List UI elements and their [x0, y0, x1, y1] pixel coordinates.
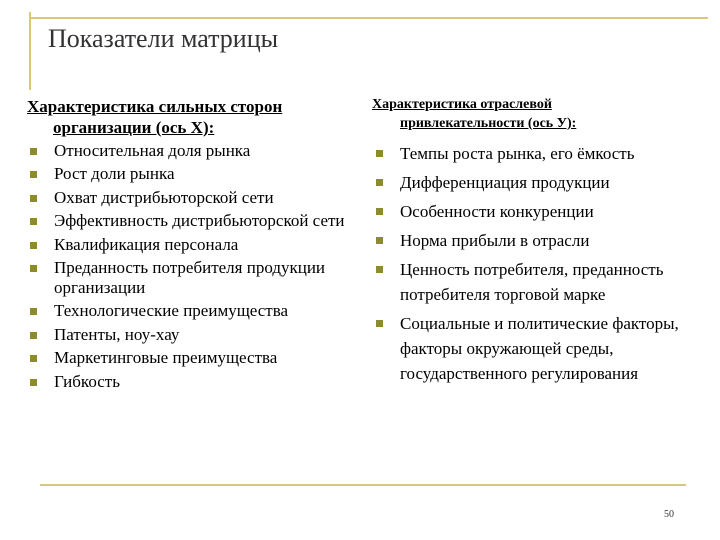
- list-item: [27, 211, 367, 231]
- square-bullet-icon: [376, 266, 383, 273]
- square-bullet-icon: [376, 150, 383, 157]
- square-bullet-icon: [30, 379, 37, 386]
- square-bullet-icon: [30, 171, 37, 178]
- list-item-text: Социальные и политические факторы, факторы окружающей среды, государственного регулирования: [400, 314, 679, 383]
- right-heading-line1: Характеристика отраслевой: [372, 97, 552, 112]
- page-number: 50: [664, 509, 674, 520]
- left-column-heading: [27, 96, 347, 138]
- list-item-text: Ценность потребителя, преданность потребителя торговой марке: [400, 260, 664, 304]
- list-item-text: Гибкость: [54, 371, 120, 391]
- right-bullet-list: [372, 141, 702, 390]
- list-item: [372, 257, 702, 307]
- list-item: [27, 188, 367, 208]
- accent-bottom-line: [40, 484, 686, 486]
- square-bullet-icon: [30, 195, 37, 202]
- left-heading-line1: Характеристика сильных сторон: [27, 97, 283, 116]
- right-heading-line2: привлекательности (ось У):: [400, 116, 577, 131]
- list-item-text: Особенности конкуренции: [400, 202, 594, 221]
- list-item-text: Норма прибыли в отрасли: [400, 231, 590, 250]
- list-item: [27, 301, 367, 321]
- square-bullet-icon: [30, 218, 37, 225]
- list-item: [27, 372, 367, 392]
- list-item: [27, 235, 367, 255]
- square-bullet-icon: [376, 320, 383, 327]
- list-item: [27, 258, 367, 298]
- list-item: [372, 228, 702, 253]
- list-item-text: Маркетинговые преимущества: [54, 348, 278, 368]
- square-bullet-icon: [376, 237, 383, 244]
- list-item-text: Преданность потребителя продукции организации: [54, 257, 326, 297]
- accent-top-line: [29, 17, 708, 19]
- list-item-text: Патенты, ноу-хау: [54, 324, 180, 344]
- accent-vertical-line: [29, 12, 31, 90]
- square-bullet-icon: [376, 179, 383, 186]
- left-bullet-list: [27, 141, 367, 395]
- list-item-text: Дифференциация продукции: [400, 173, 610, 192]
- list-item-text: Темпы роста рынка, его ёмкость: [400, 144, 635, 163]
- list-item-text: Рост доли рынка: [54, 164, 175, 184]
- list-item-text: Относительная доля рынка: [54, 141, 251, 160]
- list-item: [27, 164, 367, 184]
- square-bullet-icon: [376, 208, 383, 215]
- square-bullet-icon: [30, 148, 37, 155]
- list-item-text: Квалификация персонала: [54, 234, 239, 254]
- right-column-heading: [372, 95, 692, 133]
- list-item: [27, 141, 367, 161]
- square-bullet-icon: [30, 355, 37, 362]
- square-bullet-icon: [30, 242, 37, 249]
- list-item: [372, 170, 702, 195]
- list-item: [372, 311, 702, 386]
- list-item-text: Охват дистрибьюторской сети: [54, 187, 274, 207]
- square-bullet-icon: [30, 265, 37, 272]
- square-bullet-icon: [30, 332, 37, 339]
- list-item: [372, 141, 702, 166]
- left-heading-line2: организации (ось Х):: [53, 118, 215, 137]
- list-item-text: Эффективность дистрибьюторской сети: [54, 211, 345, 231]
- list-item-text: Технологические преимущества: [54, 301, 289, 321]
- list-item: [27, 348, 367, 368]
- list-item: [27, 325, 367, 345]
- slide-title: Показатели матрицы: [48, 24, 279, 53]
- square-bullet-icon: [30, 308, 37, 315]
- list-item: [372, 199, 702, 224]
